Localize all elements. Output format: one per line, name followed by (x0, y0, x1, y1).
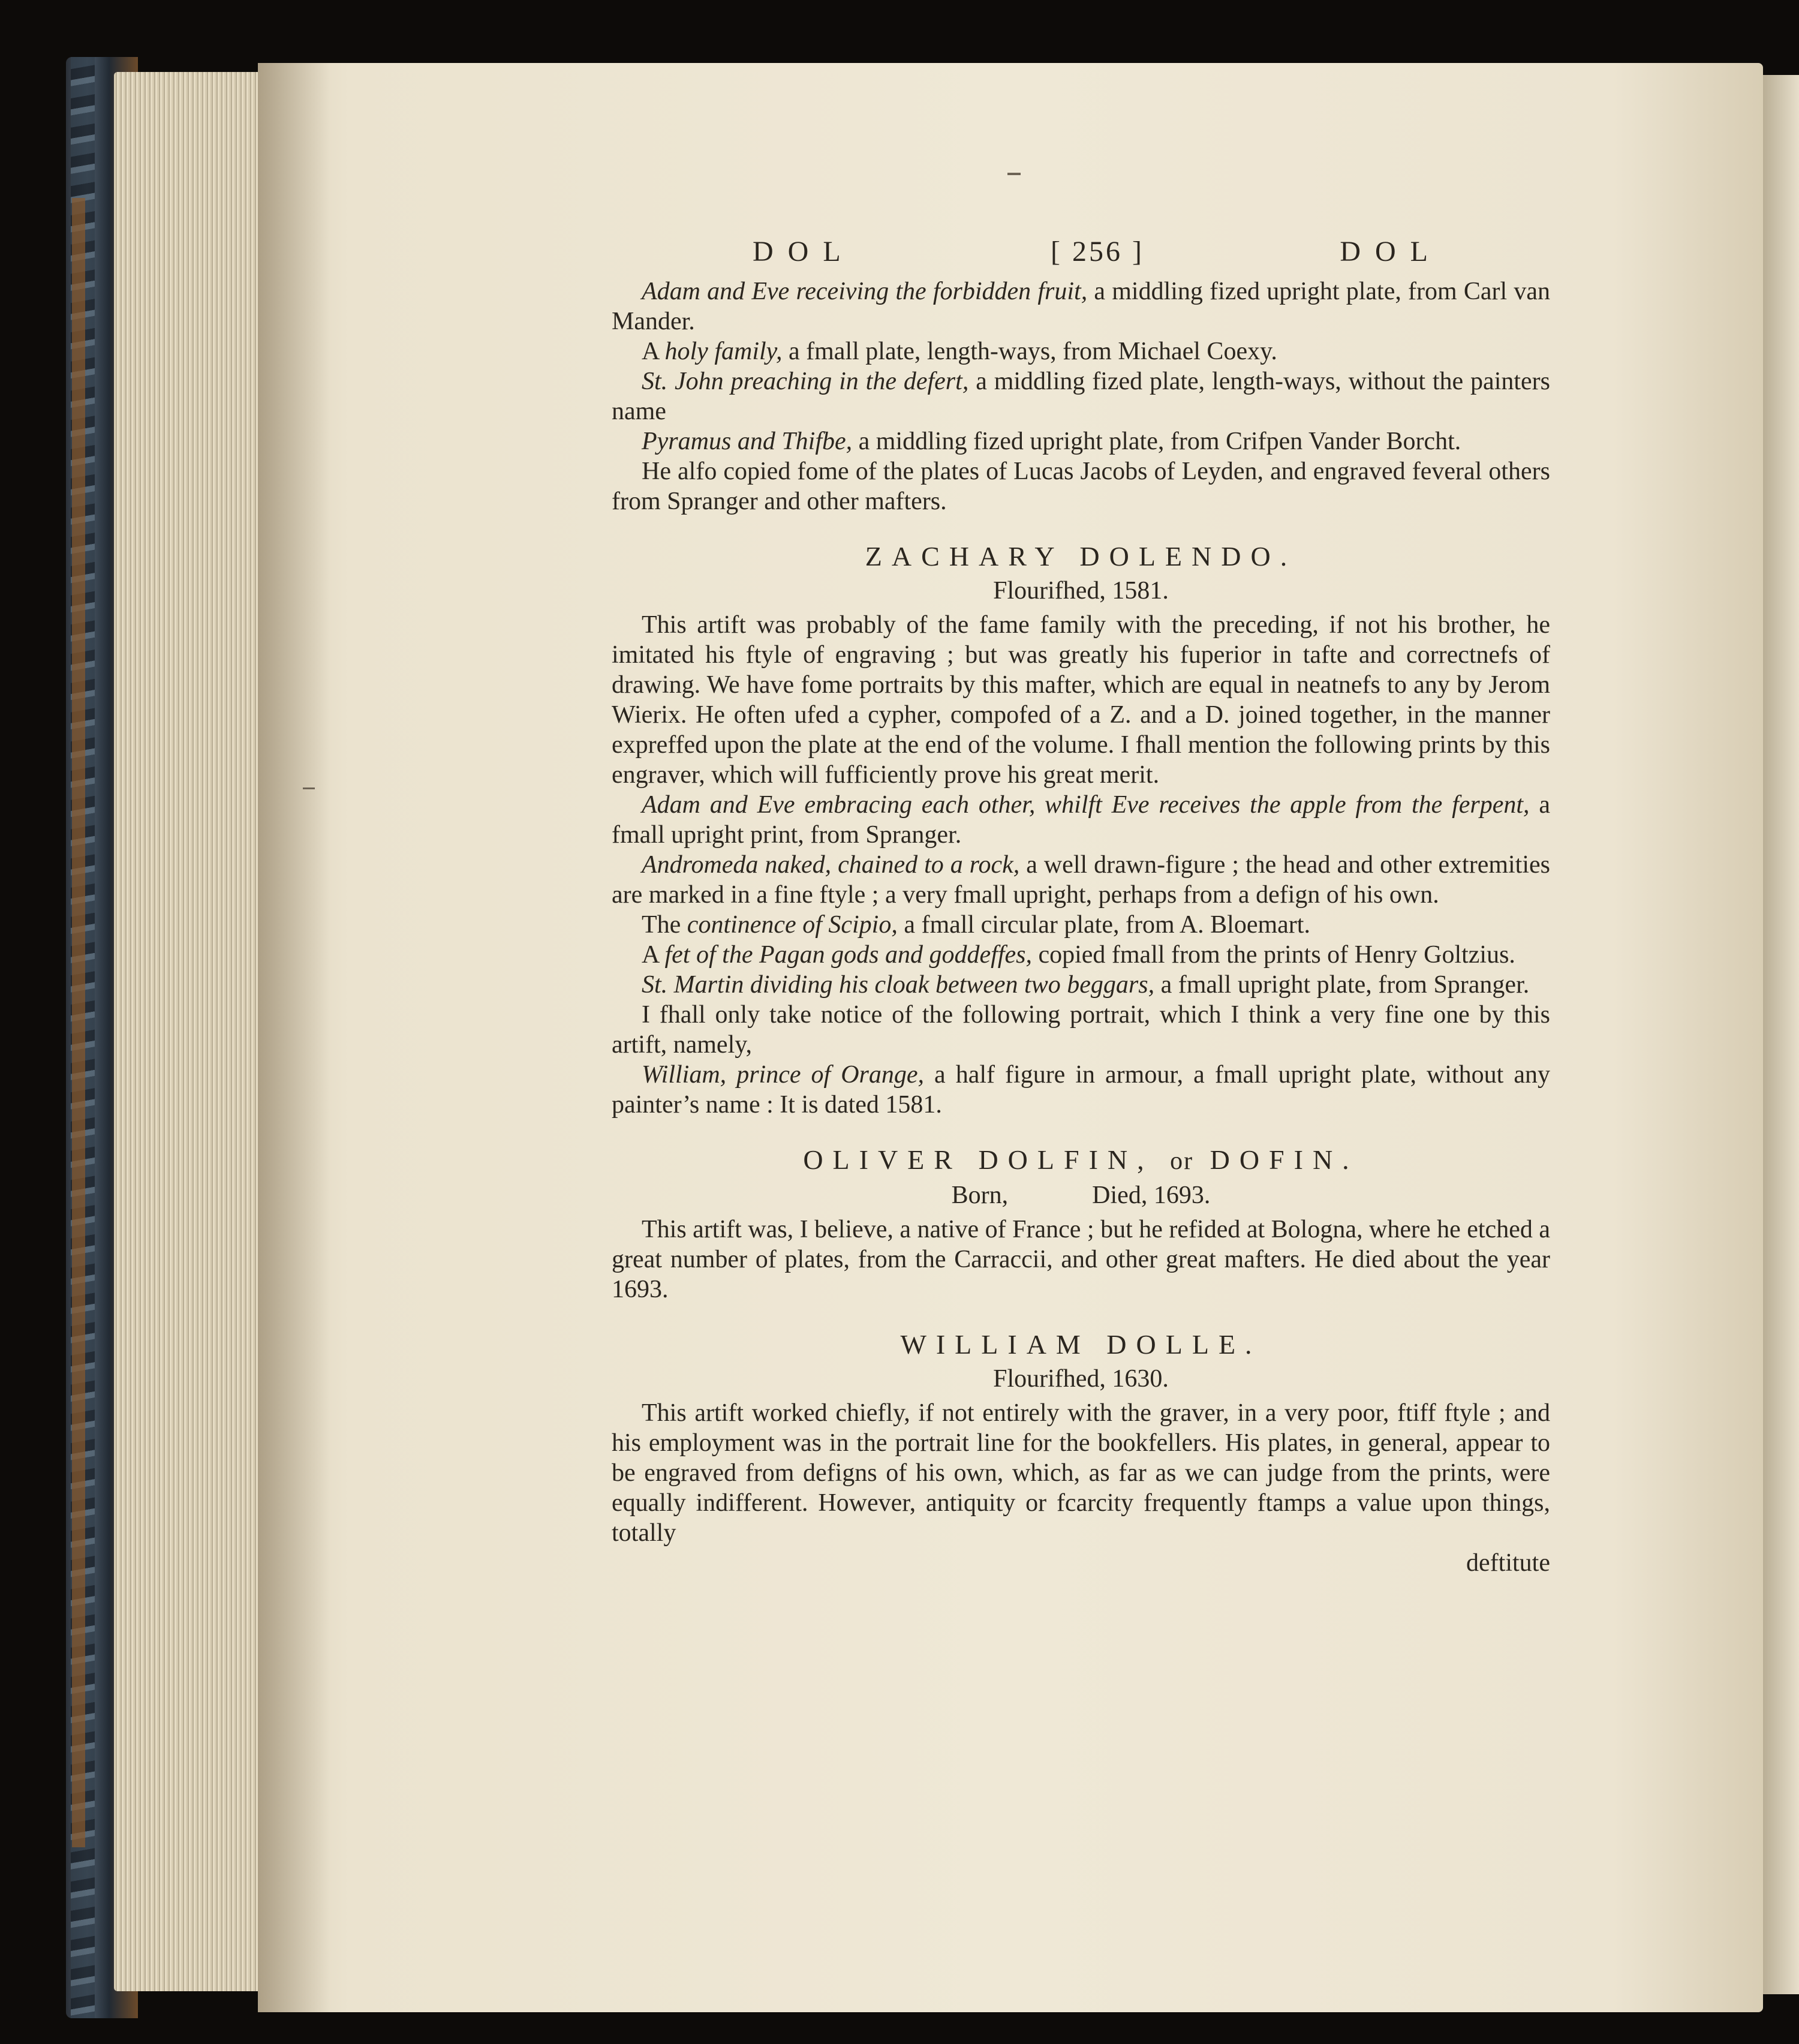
entry-intro-0: Adam and Eve receiving the forbidden fruit, a middling fized upright plate, from Carl van Mander. (612, 278, 1550, 335)
work-zachary-2: The continence of Scipio, a fmall circular plate, from A. Bloemart. (642, 911, 1310, 939)
work-zachary-6: William, prince of Orange, a half figure in armour, a fmall upright plate, without any painter’s name : It is dated 1581. (612, 1061, 1550, 1119)
work-zachary-4: St. Martin dividing his cloak between two beggars, a fmall upright plate, from Spranger. (642, 971, 1530, 999)
body-zachary: This artift was probably of the fame family with the preceding, if not his brother, he imitated his ftyle of engraving ; but was greatly his fuperior in tafte and correctnefs of drawing. We have fome portraits by this mafter, which are equal in neatnefs to any by Jerom Wierix. He often ufed a cypher, compofed of a Z. and a D. joined together, in the manner expreffed upon the plate at the end of the volume. I fhall mention the following prints by this engraver, which will fufficiently prove his great merit. (612, 611, 1550, 789)
running-head (753, 237, 1442, 267)
subtitle-zachary: Flourifhed, 1581. (993, 577, 1169, 605)
page-edges (114, 72, 270, 1991)
text-block (612, 237, 1550, 1578)
running-head-left: DOL (753, 236, 855, 267)
work-zachary-3: A fet of the Pagan gods and goddeffes, copied fmall from the prints of Henry Goltzius. (642, 941, 1515, 969)
leather-spine-strip (72, 198, 85, 1847)
entry-intro-2: St. John preaching in the defert, a middling fized plate, length-ways, without the painters name (612, 368, 1551, 425)
catchword: deftitute (1466, 1549, 1550, 1577)
running-head-right: DOL (1340, 236, 1442, 267)
work-zachary-1: Andromeda naked, chained to a rock, a well drawn-figure ; the head and other extremities are marked in a fine ftyle ; a very fmall upright, perhaps from a defign of his own. (612, 851, 1551, 909)
entry-intro-4: He alfo copied fome of the plates of Lucas Jacobs of Leyden, and engraved feveral others from Spranger and other mafters. (612, 458, 1550, 515)
page-number: [ 256 ] (1051, 236, 1144, 267)
body-oliver: This artift was, I believe, a native of France ; but he refided at Bologna, where he etched a great number of plates, from the Carraccii, and other great mafters. He died about the year 1693. (612, 1216, 1550, 1303)
subtitle-oliver: Born, Died, 1693. (951, 1182, 1211, 1209)
entry-intro-1: A holy family, a fmall plate, length-ways, from Michael Coexy. (642, 338, 1277, 365)
subtitle-william: Flourifhed, 1630. (993, 1365, 1169, 1393)
work-zachary-0: Adam and Eve embracing each other, whilft Eve receives the apple from the ferpent, a fmall upright print, from Spranger. (612, 791, 1550, 849)
gutter-shadow (258, 63, 330, 2012)
heading-oliver-dolfin: OLIVER DOLFIN, or DOFIN. (803, 1144, 1359, 1175)
heading-william-dolle: WILLIAM DOLLE. (900, 1329, 1262, 1360)
work-zachary-5: I fhall only take notice of the following portrait, which I think a very fine one by this artift, namely, (612, 1001, 1550, 1059)
entry-intro-3: Pyramus and Thifbe, a middling fized upright plate, from Crifpen Vander Borcht. (642, 428, 1461, 455)
margin-mark (303, 787, 315, 789)
ink-mark (1007, 173, 1021, 175)
body-william: This artift worked chiefly, if not entirely with the graver, in a very poor, ftiff ftyle ; and his employment was in the portrait line for the bookfellers. His plates, in general, appear to be engraved from defigns of his own, which, as far as we can judge from the prints, were equally indifferent. However, antiquity or fcarcity frequently ftamps a value upon things, totally (612, 1399, 1550, 1547)
facing-page-edge (1763, 75, 1799, 1994)
heading-zachary-dolendo: ZACHARY DOLENDO. (865, 541, 1297, 572)
